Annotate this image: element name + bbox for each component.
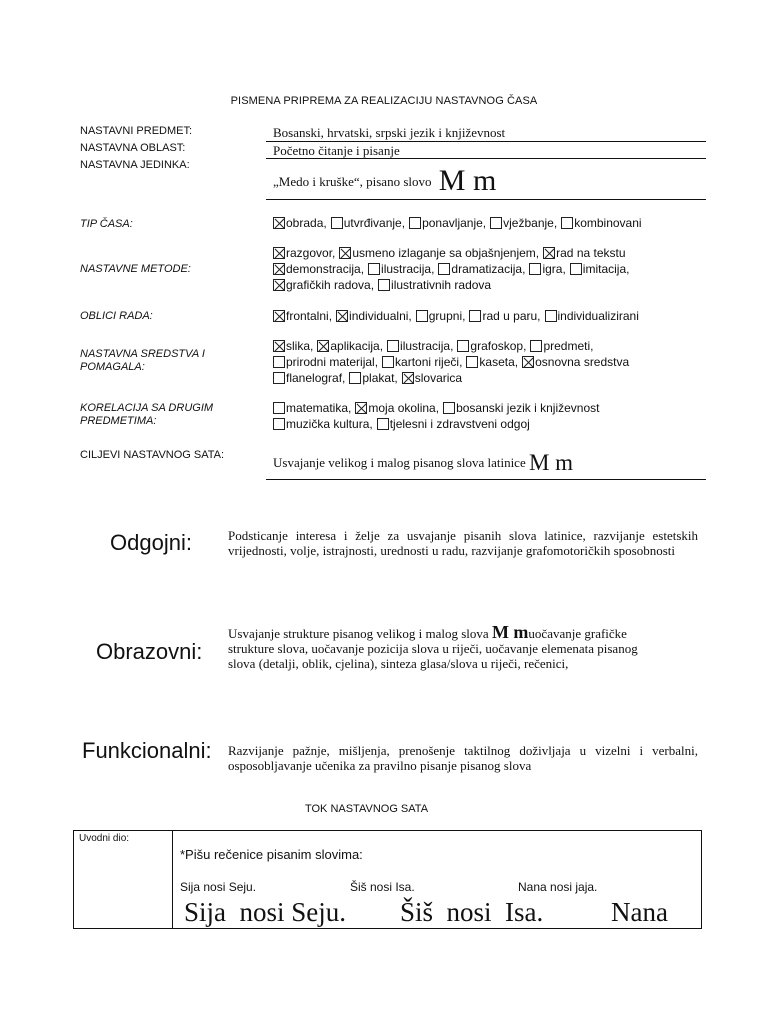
sredstva-option[interactable]	[273, 354, 378, 370]
checkbox[interactable]	[368, 263, 380, 275]
ciljevi-value	[273, 450, 573, 476]
checked-checkbox[interactable]	[273, 263, 285, 275]
checkbox[interactable]	[466, 356, 478, 368]
sredstva-option-label: osnovna sredstva	[535, 355, 630, 369]
ciljevi-label: CILJEVI NASTAVNOG SATA:	[80, 449, 225, 461]
korelacija-line	[273, 400, 603, 416]
sredstva-option-label: predmeti,	[543, 339, 594, 353]
sredstva-line	[273, 338, 633, 354]
sredstva-option[interactable]	[402, 370, 462, 386]
checkbox[interactable]	[545, 310, 557, 322]
large-sentence-1: Sija nosi Seju.	[184, 897, 347, 927]
uvodni-label: Uvodni dio:	[79, 833, 130, 844]
oblici-line	[273, 308, 643, 324]
metode-option[interactable]	[529, 261, 565, 277]
metode-option-label: dramatizacija,	[451, 262, 526, 276]
tip-casa-option[interactable]	[409, 215, 486, 231]
checked-checkbox[interactable]	[522, 356, 534, 368]
oblici-option-label: grupni,	[428, 309, 466, 323]
korelacija-options	[273, 400, 603, 432]
jedinka-value	[273, 164, 496, 198]
uvodni-instruction: *Pišu rečenice pisanim slovima:	[180, 847, 363, 862]
oblici-label: OBLICI RADA:	[80, 310, 153, 322]
checkbox[interactable]	[490, 217, 502, 229]
korelacija-option[interactable]	[273, 416, 373, 432]
tip-casa-option-label: kombinovani	[574, 216, 642, 230]
sredstva-option-label: aplikacija,	[330, 339, 384, 353]
sredstva-option-label: slika,	[286, 339, 314, 353]
oblici-option[interactable]	[336, 308, 412, 324]
checkbox[interactable]	[273, 418, 285, 430]
checked-checkbox[interactable]	[273, 340, 285, 352]
metode-option-label: demonstracija,	[286, 262, 365, 276]
sredstva-option[interactable]	[317, 338, 383, 354]
checkbox[interactable]	[561, 217, 573, 229]
metode-line	[273, 277, 633, 293]
metode-option-label: razgovor,	[286, 246, 336, 260]
sredstva-options	[273, 338, 633, 386]
sredstva-option[interactable]	[387, 338, 453, 354]
odgojni-text: Podsticanje interesa i želje za usvajanje pisanih slova latinice, razvijanje estetskih vrijednosti, volje, istrajnosti, urednosti u radu, razvijanje grafomotoričkih sposobnosti	[228, 528, 698, 558]
korelacija-option-label: muzička kultura,	[286, 417, 373, 431]
checked-checkbox[interactable]	[336, 310, 348, 322]
checkbox[interactable]	[438, 263, 450, 275]
korelacija-option-label: bosanski jezik i književnost	[456, 401, 600, 415]
metode-option[interactable]	[570, 261, 630, 277]
checkbox[interactable]	[273, 402, 285, 414]
odgojni-heading: Odgojni:	[110, 530, 192, 555]
oblici-options	[273, 308, 643, 324]
korelacija-option[interactable]	[443, 400, 599, 416]
metode-option-label: imitacija,	[582, 262, 630, 276]
ciljevi-big-letters: M m	[528, 450, 574, 475]
sredstva-option-label: ilustracija,	[400, 339, 454, 353]
tip-casa-line	[273, 215, 646, 231]
sredstva-option-label: slovarica	[414, 371, 463, 385]
checked-checkbox[interactable]	[273, 310, 285, 322]
metode-option-label: usmeno izlaganje sa objašnjenjem,	[352, 246, 540, 260]
sredstva-line	[273, 354, 633, 370]
korelacija-option[interactable]	[377, 416, 530, 432]
metode-option[interactable]	[273, 261, 364, 277]
checkbox[interactable]	[416, 310, 428, 322]
checked-checkbox[interactable]	[273, 279, 285, 291]
sredstva-option[interactable]	[382, 354, 462, 370]
metode-option-label: ilustracija,	[381, 262, 435, 276]
small-sentence-1: Sija nosi Seju.	[180, 880, 257, 894]
tok-table-divider	[172, 830, 173, 929]
tip-casa-option[interactable]	[490, 215, 557, 231]
oblast-value: Početno čitanje i pisanje	[273, 143, 400, 158]
page-title: PISMENA PRIPREMA ZA REALIZACIJU NASTAVNOG ČASA	[230, 95, 538, 107]
korelacija-label: KORELACIJA SA DRUGIM PREDMETIMA:	[80, 402, 214, 427]
metode-option[interactable]	[273, 245, 335, 261]
checkbox[interactable]	[273, 356, 285, 368]
korelacija-line	[273, 416, 603, 432]
jedinka-label: NASTAVNA JEDINKA:	[80, 159, 190, 171]
sredstva-option-label: flanelograf,	[286, 371, 346, 385]
checkbox[interactable]	[530, 340, 542, 352]
metode-option-label: rad na tekstu	[556, 246, 626, 260]
obrazovni-big-letters: M m	[491, 622, 529, 642]
oblici-option-label: individualizirani	[557, 309, 639, 323]
oblast-label: NASTAVNA OBLAST:	[80, 142, 186, 154]
tip-casa-option-label: utvrđivanje,	[343, 216, 406, 230]
tip-casa-option-label: vježbanje,	[503, 216, 558, 230]
sredstva-option[interactable]	[273, 338, 313, 354]
sredstva-option[interactable]	[273, 370, 345, 386]
predmet-value: Bosanski, hrvatski, srpski jezik i književnost	[273, 125, 506, 140]
metode-option[interactable]	[378, 277, 491, 293]
sredstva-option[interactable]	[466, 354, 518, 370]
checkbox[interactable]	[349, 372, 361, 384]
oblici-option[interactable]	[416, 308, 466, 324]
metode-line	[273, 245, 633, 261]
checkbox[interactable]	[331, 217, 343, 229]
checked-checkbox[interactable]	[355, 402, 367, 414]
jedinka-underline	[266, 199, 706, 200]
metode-option[interactable]	[273, 277, 374, 293]
tip-casa-options	[273, 215, 646, 231]
sredstva-label: NASTAVNA SREDSTVA I POMAGALA:	[80, 348, 205, 373]
checkbox[interactable]	[387, 340, 399, 352]
checked-checkbox[interactable]	[402, 372, 414, 384]
oblici-option[interactable]	[273, 308, 332, 324]
obrazovni-heading: Obrazovni:	[96, 639, 203, 664]
checkbox[interactable]	[382, 356, 394, 368]
metode-option[interactable]	[438, 261, 525, 277]
sredstva-option-label: plakat,	[362, 371, 398, 385]
tip-casa-option[interactable]	[273, 215, 327, 231]
metode-option[interactable]	[543, 245, 625, 261]
metode-label: NASTAVNE METODE:	[80, 263, 191, 275]
sredstva-option[interactable]	[530, 338, 593, 354]
metode-option[interactable]	[339, 245, 539, 261]
korelacija-option[interactable]	[273, 400, 351, 416]
sredstva-option[interactable]	[522, 354, 629, 370]
oblici-option[interactable]	[545, 308, 639, 324]
jedinka-text: „Medo i kruške“, pisano slovo	[273, 174, 432, 189]
predmet-underline	[266, 141, 706, 142]
tip-casa-option[interactable]	[331, 215, 405, 231]
metode-option-label: ilustrativnih radova	[391, 278, 492, 292]
tip-casa-option-label: obrada,	[286, 216, 327, 230]
checkbox[interactable]	[378, 279, 390, 291]
korelacija-option-label: moja okolina,	[368, 401, 440, 415]
small-sentence-3: Nana nosi jaja.	[518, 880, 598, 894]
checkbox[interactable]	[469, 310, 481, 322]
checkbox[interactable]	[273, 372, 285, 384]
obrazovni-text-after: uočavanje grafičke strukture slova, uočavanje pozicija slova u riječi, uočavanje elemenata pisanog slova (detalji, oblik, cjelina), sinteza glasa/slova u riječi, rečenici,	[228, 626, 638, 671]
obrazovni-text	[228, 622, 660, 671]
oblast-underline	[266, 158, 706, 159]
obrazovni-text-before: Usvajanje strukture pisanog velikog i malog slova	[228, 626, 489, 641]
metode-line	[273, 261, 633, 277]
sredstva-option-label: kartoni riječi,	[395, 355, 463, 369]
oblici-option-label: individualni,	[349, 309, 412, 323]
metode-option-label: igra,	[542, 262, 566, 276]
sredstva-line	[273, 370, 633, 386]
oblici-option-label: rad u paru,	[482, 309, 541, 323]
ciljevi-text: Usvajanje velikog i malog pisanog slova latinice	[273, 455, 526, 470]
large-sentence-2: Šiš nosi Isa.	[400, 897, 544, 927]
checkbox[interactable]	[457, 340, 469, 352]
tip-casa-option[interactable]	[561, 215, 641, 231]
checkbox[interactable]	[443, 402, 455, 414]
sredstva-option[interactable]	[349, 370, 397, 386]
korelacija-option-label: tjelesni i zdravstveni odgoj	[389, 417, 530, 431]
funkcionalni-heading: Funkcionalni:	[82, 738, 212, 763]
checkbox[interactable]	[377, 418, 389, 430]
tok-title: TOK NASTAVNOG SATA	[304, 803, 429, 815]
korelacija-option[interactable]	[355, 400, 439, 416]
checkbox[interactable]	[409, 217, 421, 229]
tip-casa-label: TIP ČASA:	[80, 218, 133, 230]
predmet-label: NASTAVNI PREDMET:	[80, 125, 193, 137]
korelacija-option-label: matematika,	[286, 401, 352, 415]
sredstva-option-label: kaseta,	[479, 355, 519, 369]
tip-casa-option-label: ponavljanje,	[422, 216, 487, 230]
large-sentence-3: Nana	[611, 897, 668, 927]
small-sentence-2: Šiš nosi Isa.	[350, 880, 415, 894]
oblici-option-label: frontalni,	[286, 309, 333, 323]
metode-options	[273, 245, 633, 293]
oblici-option[interactable]	[469, 308, 540, 324]
checked-checkbox[interactable]	[273, 217, 285, 229]
checked-checkbox[interactable]	[339, 247, 351, 259]
checked-checkbox[interactable]	[317, 340, 329, 352]
jedinka-big-letters: M m	[438, 164, 497, 197]
sredstva-option[interactable]	[457, 338, 526, 354]
checkbox[interactable]	[529, 263, 541, 275]
checked-checkbox[interactable]	[273, 247, 285, 259]
funkcionalni-text: Razvijanje pažnje, mišljenja, prenošenje taktilnog doživljaja u vizelni i verbalni, osposobljavanje učenika za pravilno pisanje pisanog slova	[228, 743, 698, 773]
checked-checkbox[interactable]	[543, 247, 555, 259]
metode-option-label: grafičkih radova,	[286, 278, 375, 292]
sredstva-option-label: prirodni materijal,	[286, 355, 379, 369]
checkbox[interactable]	[570, 263, 582, 275]
sredstva-option-label: grafoskop,	[470, 339, 527, 353]
ciljevi-underline	[266, 479, 706, 480]
metode-option[interactable]	[368, 261, 434, 277]
